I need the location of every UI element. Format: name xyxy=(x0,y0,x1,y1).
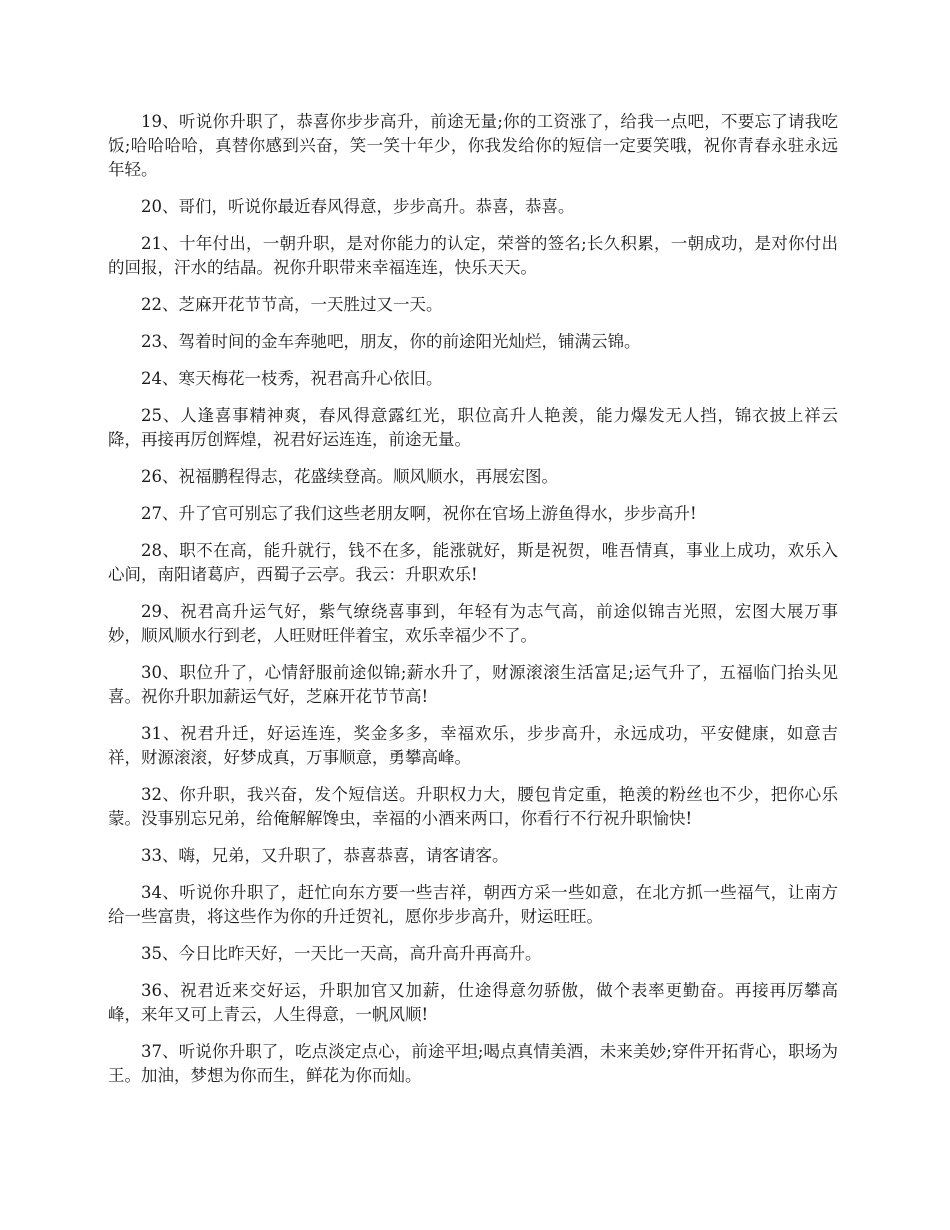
paragraph-37: 37、听说你升职了，吃点淡定点心，前途平坦;喝点真情美酒，未来美妙;穿件开拓背心，职场为王。加油，梦想为你而生，鲜花为你而灿。 xyxy=(108,1042,838,1085)
paragraph-28: 28、职不在高，能升就行，钱不在多，能涨就好，斯是祝贺，唯吾情真，事业上成功，欢乐入心间，南阳诸葛庐，西蜀子云亭。我云：升职欢乐! xyxy=(108,541,838,584)
paragraph-35: 35、今日比昨天好，一天比一天高，高升高升再高升。 xyxy=(141,944,542,963)
paragraph-30: 30、职位升了，心情舒服前途似锦;薪水升了，财源滚滚生活富足;运气升了，五福临门抬头见喜。祝你升职加薪运气好，芝麻开花节节高! xyxy=(108,663,838,706)
paragraph-31: 31、祝君升迁，好运连连，奖金多多，幸福欢乐，步步高升，永远成功，平安健康，如意吉祥，财源滚滚，好梦成真，万事顺意，勇攀高峰。 xyxy=(108,724,838,767)
paragraph-25: 25、人逢喜事精神爽，春风得意露红光，职位高升人艳羡，能力爆发无人挡，锦衣披上祥云降，再接再厉创辉煌，祝君好运连连，前途无量。 xyxy=(108,406,838,449)
paragraph-22: 22、芝麻开花节节高，一天胜过又一天。 xyxy=(141,295,443,314)
paragraph-20: 20、哥们，听说你最近春风得意，步步高升。恭喜，恭喜。 xyxy=(141,197,575,216)
paragraph-23: 23、驾着时间的金车奔驰吧，朋友，你的前途阳光灿烂，铺满云锦。 xyxy=(141,332,641,351)
paragraph-32: 32、你升职，我兴奋，发个短信送。升职权力大，腰包肯定重，艳羡的粉丝也不少，把你心乐蒙。没事别忘兄弟，给俺解解馋虫，幸福的小酒来两口，你看行不行祝升职愉快! xyxy=(108,785,838,828)
document-body xyxy=(108,110,838,1101)
paragraph-21: 21、十年付出，一朝升职，是对你能力的认定，荣誉的签名;长久积累，一朝成功，是对你付出的回报，汗水的结晶。祝你升职带来幸福连连，快乐天天。 xyxy=(108,234,838,277)
paragraph-27: 27、升了官可别忘了我们这些老朋友啊，祝你在官场上游鱼得水，步步高升! xyxy=(141,504,697,523)
paragraph-26: 26、祝福鹏程得志，花盛续登高。顺风顺水，再展宏图。 xyxy=(141,467,558,486)
paragraph-36: 36、祝君近来交好运，升职加官又加薪，仕途得意勿骄傲，做个表率更勤奋。再接再厉攀高峰，来年又可上青云，人生得意，一帆风顺! xyxy=(108,981,838,1024)
paragraph-34: 34、听说你升职了，赶忙向东方要一些吉祥，朝西方采一些如意，在北方抓一些福气，让南方给一些富贵，将这些作为你的升迁贺礼，愿你步步高升，财运旺旺。 xyxy=(108,883,838,926)
paragraph-29: 29、祝君高升运气好，紫气缭绕喜事到，年轻有为志气高，前途似锦吉光照，宏图大展万事妙，顺风顺水行到老，人旺财旺伴着宝，欢乐幸福少不了。 xyxy=(108,602,838,645)
paragraph-33: 33、嗨，兄弟，又升职了，恭喜恭喜，请客请客。 xyxy=(141,846,509,865)
paragraph-24: 24、寒天梅花一枝秀，祝君高升心依旧。 xyxy=(141,369,443,388)
paragraph-19: 19、听说你升职了，恭喜你步步高升，前途无量;你的工资涨了，给我一点吧，不要忘了请我吃饭;哈哈哈哈，真替你感到兴奋，笑一笑十年少，你我发给你的短信一定要笑哦，祝你青春永驻永远年轻。 xyxy=(108,112,838,179)
